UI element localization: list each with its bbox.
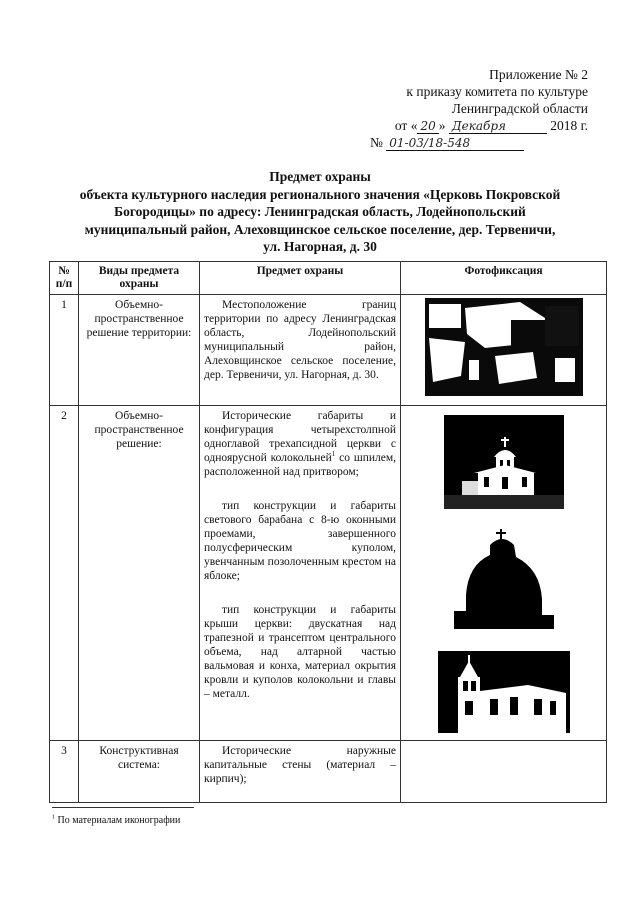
- col-header-photo: Фотофиксация: [401, 262, 607, 295]
- date-mid: »: [438, 118, 446, 133]
- church-photo: [444, 415, 564, 509]
- col-header-subject: Предмет охраны: [200, 262, 401, 295]
- number-sign: №: [370, 135, 383, 150]
- order-date: [330, 117, 588, 134]
- belltower-photo: [438, 651, 570, 733]
- dome-photo: [454, 525, 554, 629]
- appendix-header: [330, 66, 588, 151]
- col-header-kind: Виды предмета охраны: [79, 262, 200, 295]
- row-number: 1: [50, 295, 79, 406]
- date-prefix: от «: [394, 118, 418, 133]
- protection-subject-table: [49, 261, 607, 803]
- footnote-mark: 1: [331, 450, 336, 459]
- subject-paragraph: тип конструкции и габариты крыши церкви: двускатная над трапезной и трансептом центрального объема, над алтарной частью вальмовая и конха, материал окрытия кровли и куполов колокольни и главы – металл.: [204, 604, 396, 700]
- row-number: 2: [50, 406, 79, 741]
- subject-paragraph: тип конструкции и габариты светового барабана с 8-ю оконными проемами, завершенного полусферическим куполом, увенчанным позолоченным крестом на яблоке;: [204, 500, 396, 582]
- row-subject: [200, 741, 401, 803]
- footnote-text: По материалам иконографии: [57, 815, 181, 826]
- row-photo: [401, 406, 607, 741]
- handwritten-number: 01-03/18-548: [386, 137, 524, 151]
- appendix-number: Приложение № 2: [489, 67, 588, 82]
- document-title: [40, 168, 600, 256]
- subject-paragraph: Исторические наружные капитальные стены (материал – кирпич);: [204, 745, 396, 785]
- handwritten-day: 20: [417, 120, 438, 134]
- table-header-row: [50, 262, 607, 295]
- order-reference: к приказу комитета по культуре: [406, 84, 588, 99]
- table-row: [50, 406, 607, 741]
- footnote-divider: [52, 807, 194, 808]
- title-line-4: муниципальный район, Алеховщинское сельское поселение, дер. Тервеничи,: [84, 221, 556, 237]
- table-row: [50, 741, 607, 803]
- subject-paragraph: Местоположение границ территории по адресу Ленинградская область, Лодейнопольский муниципальный район, Алеховщинское сельское поселение, дер. Тервеничи, ул. Нагорная, д. 30.: [204, 299, 396, 381]
- row-kind: Конструктивная система:: [79, 741, 200, 803]
- title-line-1: Предмет охраны: [269, 169, 371, 184]
- row-kind: Объемно-пространственное решение:: [79, 406, 200, 741]
- row-photo: [401, 295, 607, 406]
- row-photo: [401, 741, 607, 803]
- row-subject: [200, 406, 401, 741]
- order-number: [330, 134, 588, 151]
- title-line-3: Богородицы» по адресу: Ленинградская область, Лодейнопольский: [114, 204, 526, 219]
- subject-paragraph: Исторические габариты и конфигурация четырехстолпной одноглавой трехапсидной церкви с одноярусной колокольней$^1$ со шпилем, расположенной над притвором;: [204, 410, 396, 478]
- row-number: 3: [50, 741, 79, 803]
- committee-region: Ленинградской области: [451, 101, 588, 116]
- title-line-5: ул. Нагорная, д. 30: [263, 239, 377, 254]
- col-header-num: № п/п: [50, 262, 79, 295]
- row-kind: Объемно-пространственное решение территории:: [79, 295, 200, 406]
- title-line-2: объекта культурного наследия регионального значения «Церковь Покровской: [79, 186, 561, 202]
- footnote: [52, 815, 180, 826]
- row-subject: [200, 295, 401, 406]
- footnote-mark: 1: [52, 814, 55, 821]
- date-year: 2018 г.: [550, 118, 588, 133]
- handwritten-month: Декабря: [449, 120, 547, 134]
- territory-photo: [425, 298, 583, 396]
- table-row: [50, 295, 607, 406]
